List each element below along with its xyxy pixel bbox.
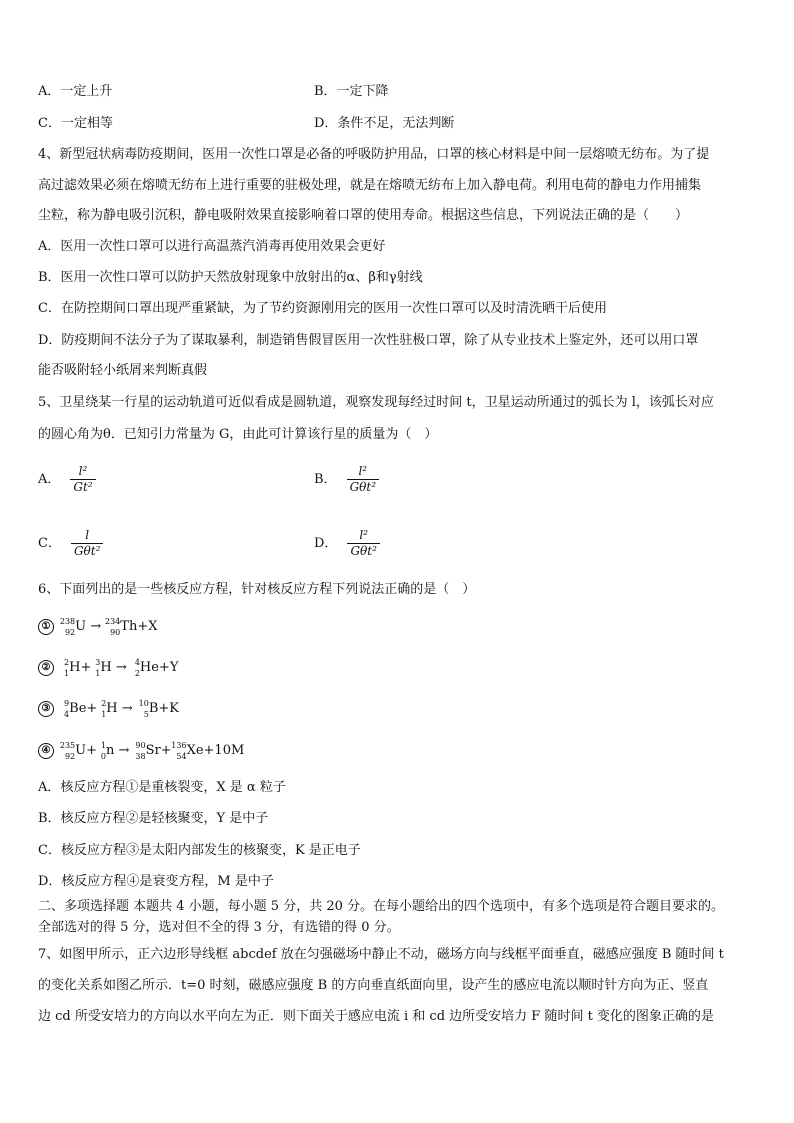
q5-option-d-fraction (347, 528, 379, 559)
q5-stem-line-2: 的圆心角为θ．已知引力常量为 G，由此可计算该行星的质量为（ ） (38, 427, 438, 442)
q5-option-d (314, 526, 380, 562)
q6-equation-4: ④ 235 92 U+ 1 0 n → 90 38 Sr+ 136 54 Xe+10M (38, 739, 244, 763)
q3-option-b: B．一定下降 (314, 84, 389, 99)
q6-equation-4-number: ④ (38, 743, 54, 759)
q4-option-c: C．在防控期间口罩出现严重紧缺，为了节约资源刚用完的医用一次性口罩可以及时清洗晒干后使用 (38, 301, 607, 316)
q5-stem-line-1: 5、卫星绕某一行星的运动轨道可近似看成是圆轨道，观察发现每经过时间 t，卫星运动所通过的弧长为 l，该弧长对应 (38, 395, 714, 410)
q4-option-b: B．医用一次性口罩可以防护天然放射现象中放射出的α、β和γ射线 (38, 270, 423, 285)
q5-option-d-numerator: l² (347, 528, 379, 544)
section-2-heading-line-1: 二、多项选择题 本题共 4 小题，每小题 5 分，共 20 分。在每小题给出的四个选项中，有多个选项是符合题目要求的。 (38, 899, 725, 914)
q4-option-a: A．医用一次性口罩可以进行高温蒸汽消毒再使用效果会更好 (38, 239, 386, 254)
q5-option-b-fraction (347, 464, 379, 495)
q4-stem-line-3: 尘粒，称为静电吸引沉积，静电吸附效果直接影响着口罩的使用寿命。根据这些信息，下列说法正确的是（ ） (38, 208, 689, 223)
q4-option-d-line-2: 能否吸附轻小纸屑来判断真假 (38, 363, 208, 378)
q5-option-a (38, 462, 96, 498)
q5-option-a-numerator: l² (70, 464, 95, 480)
q5-option-b-numerator: l² (347, 464, 379, 480)
q5-option-b-label: B． (314, 472, 337, 487)
q6-equation-3-number: ③ (38, 701, 54, 717)
q5-option-c-numerator: l (71, 528, 103, 544)
q4-stem-line-2: 高过滤效果必须在熔喷无纺布上进行重要的驻极处理，就是在熔喷无纺布上加入静电荷。利用电荷的静电力作用捕集 (38, 178, 702, 193)
q6-stem: 6、下面列出的是一些核反应方程，针对核反应方程下列说法正确的是（ ） (38, 582, 476, 597)
q7-stem-line-2: 的变化关系如图乙所示．t=0 时刻，磁感应强度 B 的方向垂直纸面向里，设产生的感应电流以顺时针方向为正、竖直 (38, 978, 709, 993)
q5-option-c-fraction (71, 528, 103, 559)
q5-option-c (38, 526, 103, 562)
q6-option-c: C．核反应方程③是太阳内部发生的核聚变，K 是正电子 (38, 843, 361, 858)
q6-equation-1: ① 238 92 U → 234 90 Th+X (38, 615, 157, 639)
q6-equation-2-number: ② (38, 660, 54, 676)
q5-option-a-label: A． (38, 472, 61, 487)
q5-option-a-denominator: Gt² (73, 480, 93, 494)
q4-stem-line-1: 4、新型冠状病毒防疫期间，医用一次性口罩是必备的呼吸防护用品，口罩的核心材料是中间一层熔喷无纺布。为了提 (38, 147, 710, 162)
section-2-heading-line-2: 全部选对的得 5 分，选对但不全的得 3 分，有选错的得 0 分。 (38, 920, 400, 935)
q3-option-d: D．条件不足，无法判断 (314, 116, 455, 131)
q4-option-d-line-1: D．防疫期间不法分子为了谋取暴利，制造销售假冒医用一次性驻极口罩，除了从专业技术上鉴定外，还可以用口罩 (38, 333, 699, 348)
q6-option-d: D．核反应方程④是衰变方程，M 是中子 (38, 874, 274, 889)
q5-option-a-fraction (70, 464, 95, 495)
q6-option-b: B．核反应方程②是轻核聚变，Y 是中子 (38, 811, 269, 826)
q6-equation-2: ② 2 1 H+ 3 1 H → 4 2 He+Y (38, 656, 178, 680)
q5-option-c-label: C． (38, 536, 61, 551)
q5-option-b (314, 462, 379, 498)
q3-option-c: C．一定相等 (38, 116, 113, 131)
q6-equation-1-number: ① (38, 619, 54, 635)
q5-option-c-denominator: Gθt² (73, 544, 101, 558)
q6-equation-3: ③ 9 4 Be+ 2 1 H → 10 5 B+K (38, 697, 179, 721)
q5-option-b-denominator: Gθt² (349, 480, 377, 494)
q5-option-d-label: D． (314, 536, 338, 551)
q6-option-a: A．核反应方程①是重核裂变，X 是 α 粒子 (38, 780, 286, 795)
q7-stem-line-3: 边 cd 所受安培力的方向以水平向左为正．则下面关于感应电流 i 和 cd 边所受安培力 F 随时间 t 变化的图象正确的是 (38, 1009, 714, 1024)
q5-option-d-denominator: Gθt² (350, 544, 377, 558)
q3-option-a: A．一定上升 (38, 84, 113, 99)
q7-stem-line-1: 7、如图甲所示，正六边形导线框 abcdef 放在匀强磁场中静止不动，磁场方向与线框平面垂直，磁感应强度 B 随时间 t (38, 947, 724, 962)
